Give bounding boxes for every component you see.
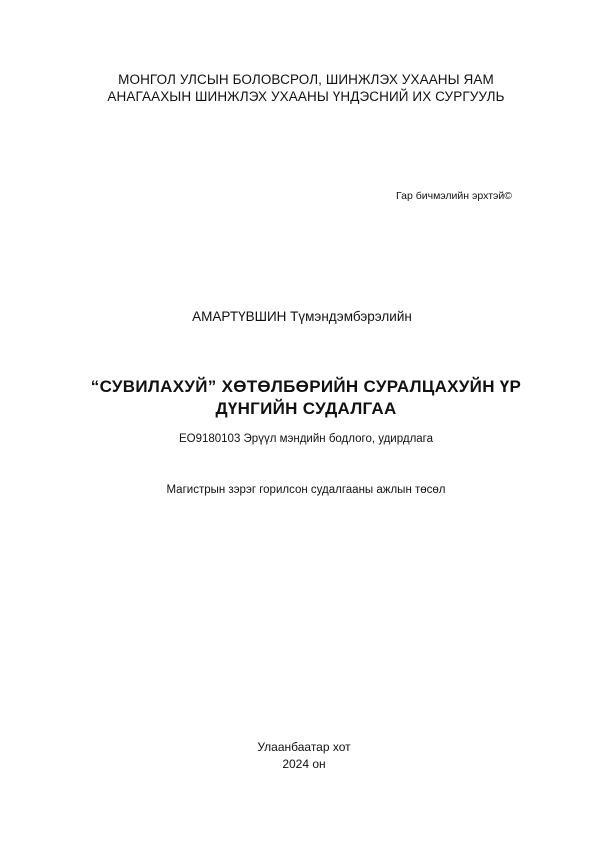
author-name: АМАРТҮВШИН Түмэндэмбэрэлийн [192,309,412,324]
copyright-note: Гар бичмэлийн эрхтэй© [396,190,512,202]
thesis-title-line-2: ДҮНГИЙН СУДАЛГАА [215,399,397,418]
institution-line-1: МОНГОЛ УЛСЫН БОЛОВСРОЛ, ШИНЖЛЭХ УХААНЫ ЯАМ [118,72,494,87]
city: Улаанбаатар хот [257,740,351,754]
document-type: Магистрын зэрэг горилсон судалгааны ажлын төсөл [166,484,446,496]
program-code: ЕО9180103 Эрүүл мэндийн бодлого, удирдлага [178,433,434,445]
year: 2024 он [282,757,326,771]
institution-line-2: АНАГААХЫН ШИНЖЛЭХ УХААНЫ ҮНДЭСНИЙ ИХ СУРГУУЛЬ [107,89,505,104]
thesis-title-line-1: “СУВИЛАХУЙ” ХӨТӨЛБӨРИЙН СУРАЛЦАХУЙН ҮР [90,377,522,396]
